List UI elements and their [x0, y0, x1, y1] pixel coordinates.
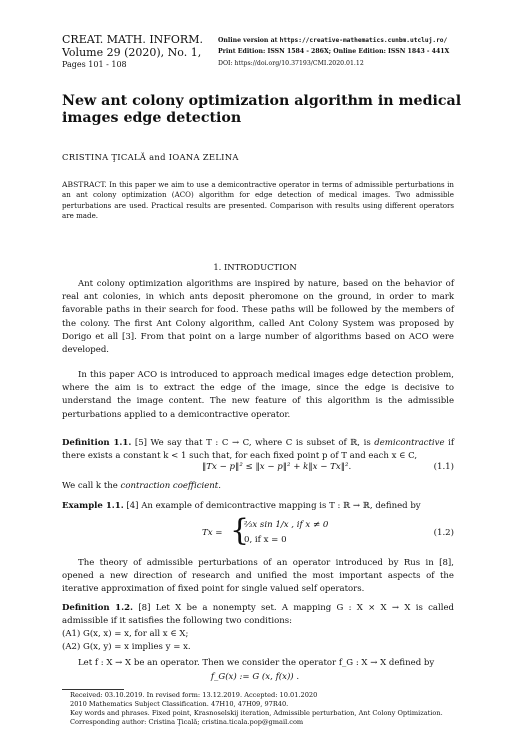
paper-authors: CRISTINA ŢICALĂ and IOANA ZELINA [62, 152, 239, 162]
paper-title: New ant colony optimization algorithm in medical images edge detection [62, 93, 462, 126]
definition-1-1-term: demicontractive [374, 438, 445, 448]
example-1-1 [62, 500, 454, 513]
equation-1-2-case-1: ⅔x sin 1/x , if x ≠ 0 [244, 520, 329, 530]
journal-name: CREAT. MATH. INFORM. [62, 33, 203, 46]
definition-1-2-label: Definition 1.2. [62, 603, 134, 613]
condition-a1: (A1) G(x, x) = x, for all x ∈ X; [62, 629, 189, 639]
doi-line[interactable]: DOI: https://doi.org/10.37193/CMI.2020.01.12 [218, 60, 364, 67]
admissible-conditions [62, 628, 191, 654]
definition-1-1-text-b: if there exists a constant k < 1 such that, for each fixed point p of T and each x ∈ C, [62, 438, 454, 462]
definition-1-1-label: Definition 1.1. [62, 438, 132, 448]
abstract-text: In this paper we aim to use a demicontractive operator in terms of admissible perturbations in an ant colony optimization (ACO) algorithm for edge detection of medical images. Two admissible perturbations are used. Practical results are presented. Comparison with results using different operators are made. [62, 180, 454, 220]
definition-1-1-text-a: [5] We say that T : C → C, where C is subset of ℝ, is [134, 438, 375, 448]
footnote-corresponding: Corresponding author: Cristina Ţicală; cristina.ticala.pop@gmail.com [70, 718, 304, 726]
equation-1-2-case-2: 0, if x = 0 [244, 535, 287, 545]
contraction-coefficient-line [62, 480, 454, 493]
equation-1-2-number: (1.2) [433, 528, 454, 538]
online-url[interactable]: https://creative-mathematics.cunbm.utcluj.ro/ [279, 37, 448, 44]
example-1-1-text: [4] An example of demicontractive mapping is T : ℝ → ℝ, defined by [126, 501, 421, 511]
equation-1-1-formula: ‖Tx − p‖² ≤ ‖x − p‖² + k‖x − Tx‖². [202, 462, 352, 472]
journal-pages: Pages 101 - 108 [62, 60, 127, 69]
definition-1-2 [62, 602, 454, 628]
intro-paragraph-5: Let f : X → X be an operator. Then we consider the operator f_G : X → X defined by [78, 658, 435, 668]
journal-volume: Volume 29 (2020), No. 1, [62, 46, 202, 59]
issn-line: Print Edition: ISSN 1584 - 286X; Online Edition: ISSN 1843 - 441X [218, 48, 450, 55]
definition-1-1 [62, 437, 454, 463]
footnote-keywords: Key words and phrases. Fixed point, Krasnoselskij iteration, Admissible perturbation, Ant Colony Optimization. [70, 709, 443, 717]
p3-text-a: We call k the [62, 481, 121, 491]
footnote-rule [62, 689, 124, 690]
intro-paragraph-1: Ant colony optimization algorithms are inspired by nature, based on the behavior of real ant colonies, in which ants deposit pheromone on the ground, in order to mark favorable paths in their search for food. These paths will be followed by the members of the colony. The first Ant Colony algorithm, called Ant Colony System was proposed by Dorigo et all [3]. From that point on a large number of algorithms based on ACO were developed. [62, 279, 454, 356]
abstract [62, 180, 454, 221]
footnote-msc: 2010 Mathematics Subject Classification. 47H10, 47H09, 97R40. [70, 700, 289, 708]
online-version [218, 37, 447, 45]
definition-1-2-text: [8] Let X be a nonempty set. A mapping G : X × X → X is called admissible if it satisfies the following two conditions: [62, 603, 454, 627]
equation-1-1-number: (1.1) [433, 462, 454, 472]
intro-paragraph-4: The theory of admissible perturbations of an operator introduced by Rus in [8], opened a new direction of research and unified the most important aspects of the iterative approximation of fixed point for single valued self operators. [62, 558, 454, 595]
abstract-lead: ABSTRACT. [62, 180, 107, 189]
example-1-1-label: Example 1.1. [62, 501, 124, 511]
intro-paragraph-2: In this paper ACO is introduced to approach medical images edge detection problem, where the aim is to extract the edge of the image, since the edge is decisive to understand the image content. The new feature of this algorithm is the admissible perturbations applied to a demicontractive operator. [62, 370, 454, 420]
condition-a2: (A2) G(x, y) = x implies y = x. [62, 642, 191, 652]
online-label: Online version at [218, 37, 280, 44]
equation-1-2-lhs: Tx = [202, 528, 223, 538]
equation-fg: f_G(x) := G (x, f(x)) . [210, 672, 300, 682]
footnote-received: Received: 03.10.2019. In revised form: 13.12.2019. Accepted: 10.01.2020 [70, 691, 318, 699]
section-heading: 1. INTRODUCTION [213, 262, 297, 272]
p3-text-b: . [218, 481, 221, 491]
equation-1-2-brace: { [230, 513, 250, 548]
p3-term: contraction coefficient [120, 481, 219, 491]
equation-1-2 [62, 513, 454, 548]
